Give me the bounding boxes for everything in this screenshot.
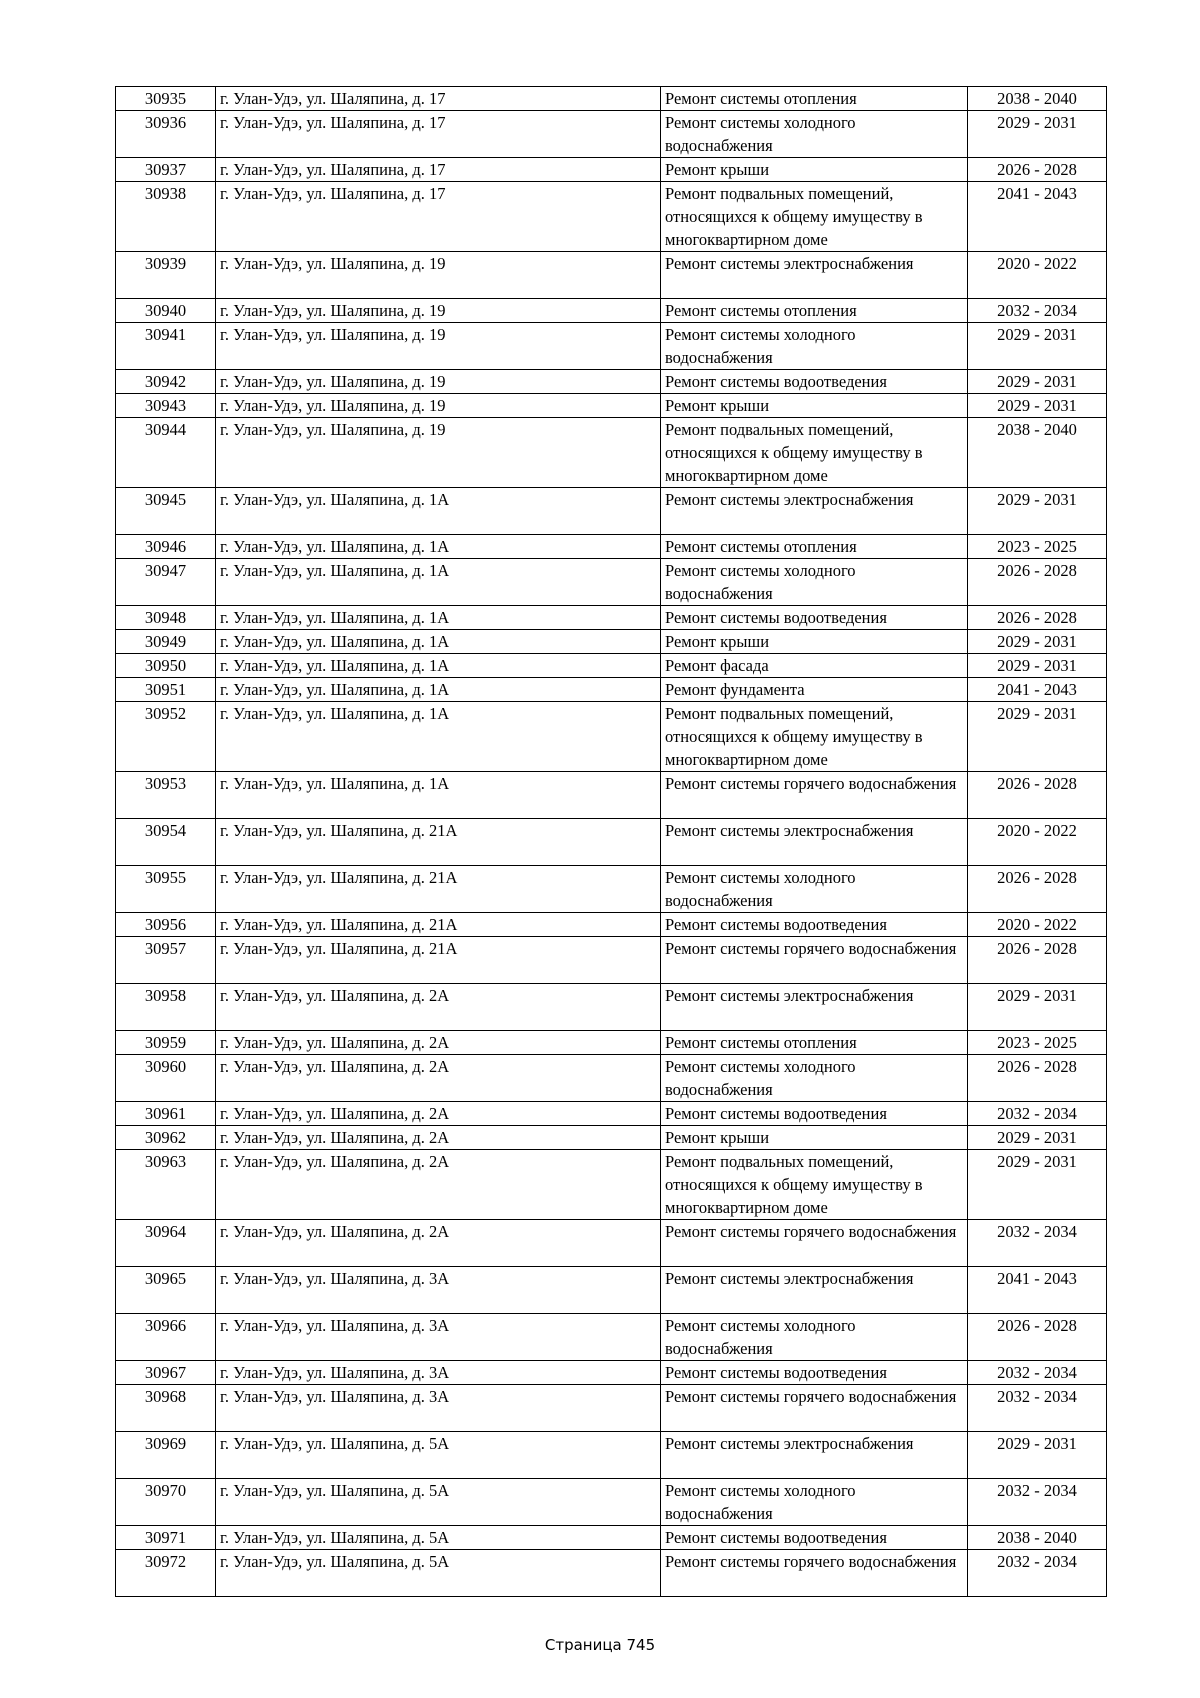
work-type-cell: Ремонт системы водоотведения bbox=[661, 606, 968, 630]
table-row bbox=[116, 1479, 1107, 1526]
work-type-cell: Ремонт системы горячего водоснабжения bbox=[661, 1220, 968, 1267]
address-cell: г. Улан-Удэ, ул. Шаляпина, д. 2А bbox=[216, 1102, 661, 1126]
row-number-cell: 30960 bbox=[116, 1055, 216, 1102]
row-number-cell: 30954 bbox=[116, 819, 216, 866]
period-cell: 2029 - 2031 bbox=[968, 394, 1107, 418]
work-type-cell: Ремонт системы водоотведения bbox=[661, 370, 968, 394]
work-type-cell: Ремонт системы электроснабжения bbox=[661, 488, 968, 535]
work-type-cell: Ремонт системы отопления bbox=[661, 299, 968, 323]
row-number-cell: 30966 bbox=[116, 1314, 216, 1361]
period-cell: 2029 - 2031 bbox=[968, 984, 1107, 1031]
table-row bbox=[116, 394, 1107, 418]
period-cell: 2032 - 2034 bbox=[968, 1361, 1107, 1385]
table-row bbox=[116, 1102, 1107, 1126]
table-row bbox=[116, 866, 1107, 913]
period-cell: 2026 - 2028 bbox=[968, 1314, 1107, 1361]
address-cell: г. Улан-Удэ, ул. Шаляпина, д. 3А bbox=[216, 1361, 661, 1385]
address-cell: г. Улан-Удэ, ул. Шаляпина, д. 21А bbox=[216, 937, 661, 984]
table-row bbox=[116, 488, 1107, 535]
table-row bbox=[116, 87, 1107, 111]
period-cell: 2032 - 2034 bbox=[968, 1220, 1107, 1267]
address-cell: г. Улан-Удэ, ул. Шаляпина, д. 2А bbox=[216, 1031, 661, 1055]
work-type-cell: Ремонт системы отопления bbox=[661, 1031, 968, 1055]
address-cell: г. Улан-Удэ, ул. Шаляпина, д. 17 bbox=[216, 87, 661, 111]
work-type-cell: Ремонт подвальных помещений, относящихся к общему имуществу в многоквартирном доме bbox=[661, 418, 968, 488]
row-number-cell: 30964 bbox=[116, 1220, 216, 1267]
table-row bbox=[116, 1361, 1107, 1385]
table-row bbox=[116, 299, 1107, 323]
work-type-cell: Ремонт системы водоотведения bbox=[661, 1102, 968, 1126]
address-cell: г. Улан-Удэ, ул. Шаляпина, д. 1А bbox=[216, 678, 661, 702]
work-type-cell: Ремонт системы холодного водоснабжения bbox=[661, 111, 968, 158]
address-cell: г. Улан-Удэ, ул. Шаляпина, д. 2А bbox=[216, 1220, 661, 1267]
table-row bbox=[116, 678, 1107, 702]
row-number-cell: 30951 bbox=[116, 678, 216, 702]
row-number-cell: 30956 bbox=[116, 913, 216, 937]
address-cell: г. Улан-Удэ, ул. Шаляпина, д. 19 bbox=[216, 394, 661, 418]
work-type-cell: Ремонт системы электроснабжения bbox=[661, 1267, 968, 1314]
row-number-cell: 30970 bbox=[116, 1479, 216, 1526]
work-type-cell: Ремонт фундамента bbox=[661, 678, 968, 702]
row-number-cell: 30939 bbox=[116, 252, 216, 299]
period-cell: 2023 - 2025 bbox=[968, 1031, 1107, 1055]
row-number-cell: 30949 bbox=[116, 630, 216, 654]
address-cell: г. Улан-Удэ, ул. Шаляпина, д. 3А bbox=[216, 1385, 661, 1432]
row-number-cell: 30953 bbox=[116, 772, 216, 819]
table-row bbox=[116, 252, 1107, 299]
row-number-cell: 30959 bbox=[116, 1031, 216, 1055]
address-cell: г. Улан-Удэ, ул. Шаляпина, д. 19 bbox=[216, 323, 661, 370]
address-cell: г. Улан-Удэ, ул. Шаляпина, д. 19 bbox=[216, 418, 661, 488]
work-type-cell: Ремонт системы электроснабжения bbox=[661, 1432, 968, 1479]
row-number-cell: 30969 bbox=[116, 1432, 216, 1479]
address-cell: г. Улан-Удэ, ул. Шаляпина, д. 1А bbox=[216, 606, 661, 630]
table-row bbox=[116, 1314, 1107, 1361]
address-cell: г. Улан-Удэ, ул. Шаляпина, д. 19 bbox=[216, 299, 661, 323]
period-cell: 2029 - 2031 bbox=[968, 702, 1107, 772]
work-type-cell: Ремонт системы горячего водоснабжения bbox=[661, 1385, 968, 1432]
table-row bbox=[116, 1150, 1107, 1220]
work-type-cell: Ремонт фасада bbox=[661, 654, 968, 678]
table-row bbox=[116, 1432, 1107, 1479]
table-row bbox=[116, 535, 1107, 559]
address-cell: г. Улан-Удэ, ул. Шаляпина, д. 5А bbox=[216, 1526, 661, 1550]
row-number-cell: 30955 bbox=[116, 866, 216, 913]
period-cell: 2032 - 2034 bbox=[968, 1102, 1107, 1126]
period-cell: 2029 - 2031 bbox=[968, 1126, 1107, 1150]
address-cell: г. Улан-Удэ, ул. Шаляпина, д. 2А bbox=[216, 1055, 661, 1102]
period-cell: 2041 - 2043 bbox=[968, 1267, 1107, 1314]
period-cell: 2029 - 2031 bbox=[968, 630, 1107, 654]
address-cell: г. Улан-Удэ, ул. Шаляпина, д. 19 bbox=[216, 252, 661, 299]
row-number-cell: 30935 bbox=[116, 87, 216, 111]
address-cell: г. Улан-Удэ, ул. Шаляпина, д. 1А bbox=[216, 772, 661, 819]
period-cell: 2026 - 2028 bbox=[968, 158, 1107, 182]
period-cell: 2032 - 2034 bbox=[968, 1550, 1107, 1597]
row-number-cell: 30967 bbox=[116, 1361, 216, 1385]
period-cell: 2026 - 2028 bbox=[968, 1055, 1107, 1102]
row-number-cell: 30945 bbox=[116, 488, 216, 535]
period-cell: 2020 - 2022 bbox=[968, 819, 1107, 866]
work-type-cell: Ремонт системы горячего водоснабжения bbox=[661, 937, 968, 984]
page-number: Страница 745 bbox=[544, 1636, 656, 1654]
address-cell: г. Улан-Удэ, ул. Шаляпина, д. 17 bbox=[216, 111, 661, 158]
period-cell: 2026 - 2028 bbox=[968, 606, 1107, 630]
row-number-cell: 30958 bbox=[116, 984, 216, 1031]
period-cell: 2038 - 2040 bbox=[968, 1526, 1107, 1550]
table-row bbox=[116, 158, 1107, 182]
work-type-cell: Ремонт системы холодного водоснабжения bbox=[661, 866, 968, 913]
row-number-cell: 30963 bbox=[116, 1150, 216, 1220]
period-cell: 2029 - 2031 bbox=[968, 370, 1107, 394]
period-cell: 2029 - 2031 bbox=[968, 488, 1107, 535]
work-type-cell: Ремонт системы горячего водоснабжения bbox=[661, 1550, 968, 1597]
table-row bbox=[116, 418, 1107, 488]
address-cell: г. Улан-Удэ, ул. Шаляпина, д. 2А bbox=[216, 1150, 661, 1220]
address-cell: г. Улан-Удэ, ул. Шаляпина, д. 1А bbox=[216, 559, 661, 606]
period-cell: 2023 - 2025 bbox=[968, 535, 1107, 559]
address-cell: г. Улан-Удэ, ул. Шаляпина, д. 19 bbox=[216, 370, 661, 394]
period-cell: 2032 - 2034 bbox=[968, 1479, 1107, 1526]
table-row bbox=[116, 984, 1107, 1031]
work-type-cell: Ремонт системы электроснабжения bbox=[661, 252, 968, 299]
address-cell: г. Улан-Удэ, ул. Шаляпина, д. 17 bbox=[216, 182, 661, 252]
work-type-cell: Ремонт системы холодного водоснабжения bbox=[661, 1314, 968, 1361]
address-cell: г. Улан-Удэ, ул. Шаляпина, д. 1А bbox=[216, 535, 661, 559]
table-row bbox=[116, 1055, 1107, 1102]
table-row bbox=[116, 182, 1107, 252]
work-type-cell: Ремонт системы горячего водоснабжения bbox=[661, 772, 968, 819]
row-number-cell: 30965 bbox=[116, 1267, 216, 1314]
period-cell: 2029 - 2031 bbox=[968, 654, 1107, 678]
row-number-cell: 30962 bbox=[116, 1126, 216, 1150]
table-row bbox=[116, 606, 1107, 630]
table-row bbox=[116, 323, 1107, 370]
work-type-cell: Ремонт крыши bbox=[661, 158, 968, 182]
table-row bbox=[116, 1126, 1107, 1150]
row-number-cell: 30937 bbox=[116, 158, 216, 182]
table-row bbox=[116, 1031, 1107, 1055]
period-cell: 2032 - 2034 bbox=[968, 1385, 1107, 1432]
work-type-cell: Ремонт системы холодного водоснабжения bbox=[661, 323, 968, 370]
work-type-cell: Ремонт системы водоотведения bbox=[661, 1526, 968, 1550]
row-number-cell: 30972 bbox=[116, 1550, 216, 1597]
table-row bbox=[116, 702, 1107, 772]
address-cell: г. Улан-Удэ, ул. Шаляпина, д. 21А bbox=[216, 866, 661, 913]
period-cell: 2038 - 2040 bbox=[968, 87, 1107, 111]
period-cell: 2032 - 2034 bbox=[968, 299, 1107, 323]
period-cell: 2026 - 2028 bbox=[968, 772, 1107, 819]
table-row bbox=[116, 772, 1107, 819]
work-type-cell: Ремонт системы холодного водоснабжения bbox=[661, 1055, 968, 1102]
table-row bbox=[116, 1385, 1107, 1432]
address-cell: г. Улан-Удэ, ул. Шаляпина, д. 5А bbox=[216, 1479, 661, 1526]
row-number-cell: 30936 bbox=[116, 111, 216, 158]
work-type-cell: Ремонт крыши bbox=[661, 394, 968, 418]
period-cell: 2029 - 2031 bbox=[968, 111, 1107, 158]
row-number-cell: 30944 bbox=[116, 418, 216, 488]
period-cell: 2020 - 2022 bbox=[968, 913, 1107, 937]
period-cell: 2038 - 2040 bbox=[968, 418, 1107, 488]
table-row bbox=[116, 630, 1107, 654]
work-type-cell: Ремонт системы отопления bbox=[661, 87, 968, 111]
work-type-cell: Ремонт подвальных помещений, относящихся к общему имуществу в многоквартирном доме bbox=[661, 182, 968, 252]
repair-schedule-table bbox=[115, 86, 1107, 1597]
address-cell: г. Улан-Удэ, ул. Шаляпина, д. 1А bbox=[216, 630, 661, 654]
work-type-cell: Ремонт крыши bbox=[661, 630, 968, 654]
work-type-cell: Ремонт системы водоотведения bbox=[661, 913, 968, 937]
table-row bbox=[116, 1526, 1107, 1550]
row-number-cell: 30947 bbox=[116, 559, 216, 606]
address-cell: г. Улан-Удэ, ул. Шаляпина, д. 3А bbox=[216, 1267, 661, 1314]
row-number-cell: 30948 bbox=[116, 606, 216, 630]
period-cell: 2026 - 2028 bbox=[968, 937, 1107, 984]
work-type-cell: Ремонт системы электроснабжения bbox=[661, 819, 968, 866]
address-cell: г. Улан-Удэ, ул. Шаляпина, д. 21А bbox=[216, 819, 661, 866]
row-number-cell: 30938 bbox=[116, 182, 216, 252]
table-body bbox=[116, 87, 1107, 1597]
work-type-cell: Ремонт подвальных помещений, относящихся к общему имуществу в многоквартирном доме bbox=[661, 1150, 968, 1220]
period-cell: 2041 - 2043 bbox=[968, 182, 1107, 252]
address-cell: г. Улан-Удэ, ул. Шаляпина, д. 5А bbox=[216, 1550, 661, 1597]
work-type-cell: Ремонт системы отопления bbox=[661, 535, 968, 559]
period-cell: 2029 - 2031 bbox=[968, 323, 1107, 370]
table-row bbox=[116, 1220, 1107, 1267]
address-cell: г. Улан-Удэ, ул. Шаляпина, д. 2А bbox=[216, 984, 661, 1031]
address-cell: г. Улан-Удэ, ул. Шаляпина, д. 1А bbox=[216, 488, 661, 535]
address-cell: г. Улан-Удэ, ул. Шаляпина, д. 1А bbox=[216, 654, 661, 678]
work-type-cell: Ремонт системы электроснабжения bbox=[661, 984, 968, 1031]
table-row bbox=[116, 654, 1107, 678]
address-cell: г. Улан-Удэ, ул. Шаляпина, д. 5А bbox=[216, 1432, 661, 1479]
row-number-cell: 30971 bbox=[116, 1526, 216, 1550]
row-number-cell: 30946 bbox=[116, 535, 216, 559]
table-row bbox=[116, 1550, 1107, 1597]
work-type-cell: Ремонт системы холодного водоснабжения bbox=[661, 559, 968, 606]
address-cell: г. Улан-Удэ, ул. Шаляпина, д. 3А bbox=[216, 1314, 661, 1361]
period-cell: 2029 - 2031 bbox=[968, 1150, 1107, 1220]
work-type-cell: Ремонт крыши bbox=[661, 1126, 968, 1150]
table-row bbox=[116, 937, 1107, 984]
row-number-cell: 30950 bbox=[116, 654, 216, 678]
row-number-cell: 30968 bbox=[116, 1385, 216, 1432]
period-cell: 2041 - 2043 bbox=[968, 678, 1107, 702]
row-number-cell: 30941 bbox=[116, 323, 216, 370]
period-cell: 2029 - 2031 bbox=[968, 1432, 1107, 1479]
address-cell: г. Улан-Удэ, ул. Шаляпина, д. 21А bbox=[216, 913, 661, 937]
row-number-cell: 30942 bbox=[116, 370, 216, 394]
address-cell: г. Улан-Удэ, ул. Шаляпина, д. 1А bbox=[216, 702, 661, 772]
table-row bbox=[116, 559, 1107, 606]
address-cell: г. Улан-Удэ, ул. Шаляпина, д. 17 bbox=[216, 158, 661, 182]
row-number-cell: 30961 bbox=[116, 1102, 216, 1126]
row-number-cell: 30940 bbox=[116, 299, 216, 323]
work-type-cell: Ремонт подвальных помещений, относящихся к общему имуществу в многоквартирном доме bbox=[661, 702, 968, 772]
table-row bbox=[116, 370, 1107, 394]
table-row bbox=[116, 1267, 1107, 1314]
row-number-cell: 30943 bbox=[116, 394, 216, 418]
work-type-cell: Ремонт системы холодного водоснабжения bbox=[661, 1479, 968, 1526]
period-cell: 2026 - 2028 bbox=[968, 866, 1107, 913]
table-row bbox=[116, 111, 1107, 158]
period-cell: 2020 - 2022 bbox=[968, 252, 1107, 299]
row-number-cell: 30952 bbox=[116, 702, 216, 772]
table-row bbox=[116, 819, 1107, 866]
address-cell: г. Улан-Удэ, ул. Шаляпина, д. 2А bbox=[216, 1126, 661, 1150]
table-row bbox=[116, 913, 1107, 937]
work-type-cell: Ремонт системы водоотведения bbox=[661, 1361, 968, 1385]
row-number-cell: 30957 bbox=[116, 937, 216, 984]
period-cell: 2026 - 2028 bbox=[968, 559, 1107, 606]
